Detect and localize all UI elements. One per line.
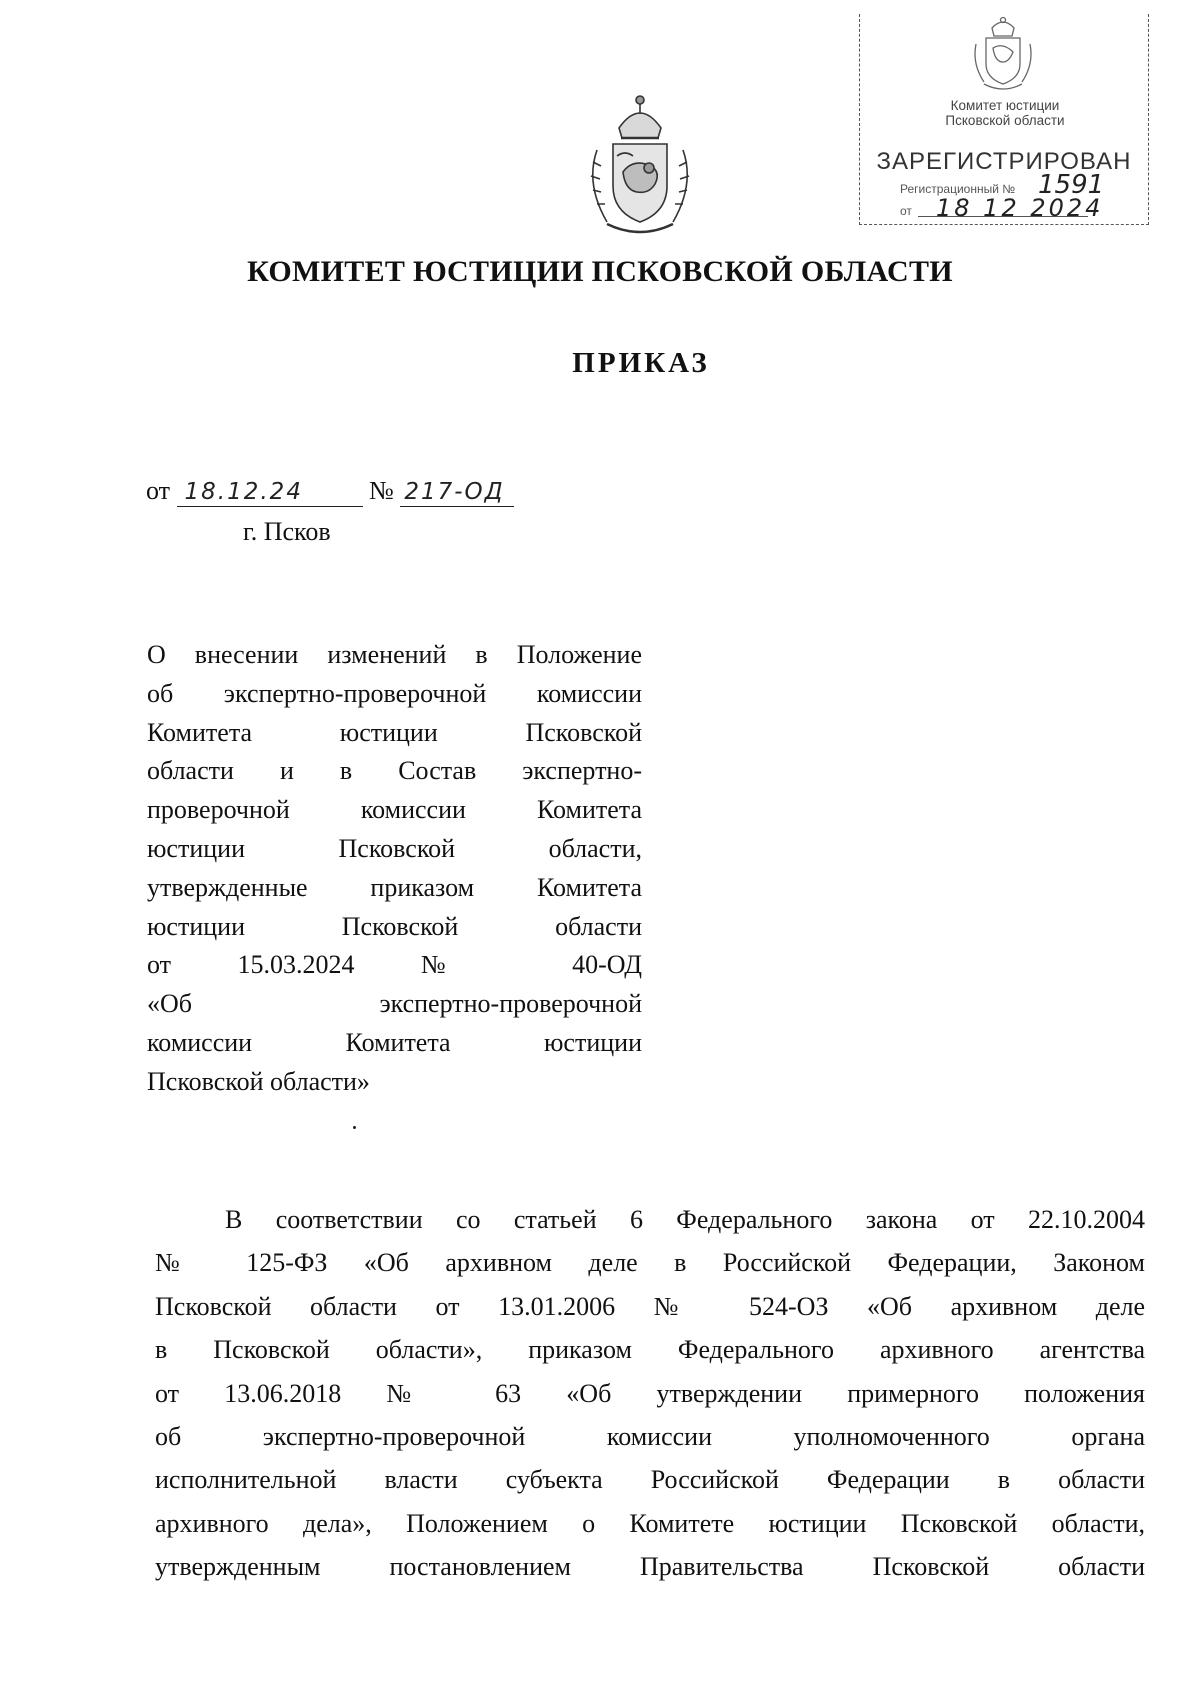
pskov-coat-of-arms-icon <box>968 14 1038 94</box>
subject-line: «Об экспертно-проверочной <box>147 989 642 1019</box>
stamp-org-line: Комитет юстиции <box>950 98 1060 113</box>
body-line: № 125-ФЗ «Об архивном деле в Российской Федерации, Законом <box>155 1248 1145 1278</box>
stamp-title: ЗАРЕГИСТРИРОВАН <box>876 148 1132 175</box>
subject-line: утвержденные приказом Комитета <box>147 872 642 902</box>
body-line: в Псковской области», приказом Федерального архивного агентства <box>155 1335 1145 1365</box>
pskov-coat-of-arms-icon <box>583 92 697 242</box>
body-line: от 13.06.2018 № 63 «Об утверждении примерного положения <box>155 1378 1145 1408</box>
stamp-organization <box>880 98 1130 128</box>
subject-line: юстиции Псковской области, <box>147 833 642 863</box>
order-date-value: 18.12.24 <box>177 478 363 507</box>
subject-line: области и в Состав экспертно- <box>147 756 642 786</box>
stamp-org-line: Псковской области <box>945 113 1065 128</box>
date-prefix: от <box>146 476 171 505</box>
stamp-date-value: 18 12 2024 <box>936 194 1104 222</box>
committee-title: КОМИТЕТ ЮСТИЦИИ ПСКОВСКОЙ ОБЛАСТИ <box>247 255 953 288</box>
subject-line: Псковской области» <box>147 1066 370 1096</box>
stamp-reg-number: 1591 <box>1038 170 1105 200</box>
order-number-value: 217-ОД <box>400 478 514 507</box>
number-prefix: № <box>369 476 394 505</box>
body-line: утвержденным постановлением Правительства Псковской области <box>155 1552 1145 1582</box>
subject-line: от 15.03.2024 № 40-ОД <box>147 950 642 980</box>
body-line: Псковской области от 13.01.2006 № 524-ОЗ «Об архивном деле <box>155 1291 1145 1321</box>
order-body <box>155 1198 1145 1589</box>
subject-line: Комитета юстиции Псковской <box>147 717 642 747</box>
subject-line: комиссии Комитета юстиции <box>147 1027 642 1057</box>
subject-line: юстиции Псковской области <box>147 911 642 941</box>
stray-mark <box>353 1126 356 1129</box>
order-city: г. Псков <box>243 517 331 546</box>
subject-line: О внесении изменений в Положение <box>147 640 642 669</box>
body-line: исполнительной власти субъекта Российской Федерации в области <box>155 1465 1145 1495</box>
subject-line: проверочной комиссии Комитета <box>147 795 642 825</box>
order-subject <box>147 636 642 1102</box>
stamp-reg-label: Регистрационный № <box>900 182 1016 196</box>
body-line: В соответствии со статьей 6 Федерального закона от 22.10.2004 <box>225 1205 1145 1234</box>
body-line: об экспертно-проверочной комиссии уполномоченного органа <box>155 1421 1145 1451</box>
document-type-title: ПРИКАЗ <box>572 347 710 379</box>
body-line: архивного дела», Положением о Комитете юстиции Псковской области, <box>155 1508 1145 1538</box>
order-date-number-line <box>146 476 514 507</box>
stamp-date-label: от <box>900 204 912 218</box>
subject-line: об экспертно-проверочной комиссии <box>147 678 642 708</box>
